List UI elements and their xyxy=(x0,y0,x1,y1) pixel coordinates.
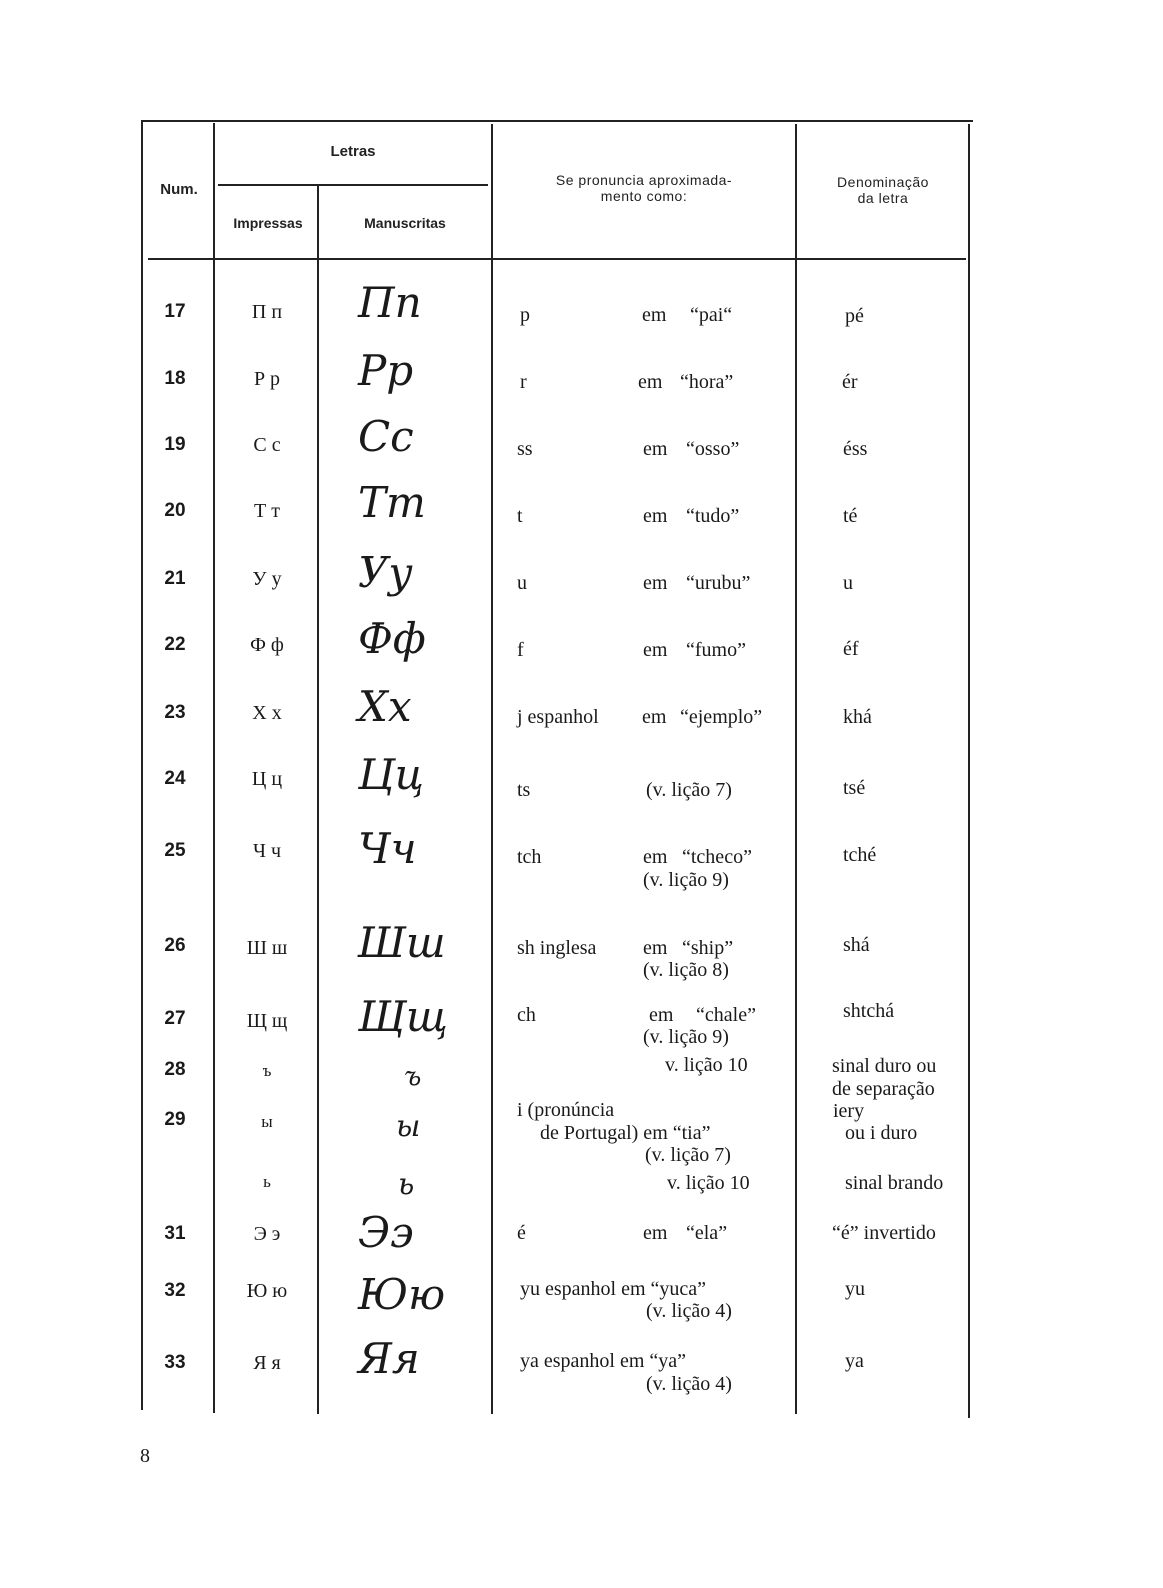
row-name: u xyxy=(843,572,853,594)
row-note: (v. lição 7) xyxy=(645,1144,731,1166)
row-note: (v. lição 4) xyxy=(646,1300,732,1322)
row-num: 17 xyxy=(164,301,186,322)
row-printed: ъ xyxy=(262,1061,272,1080)
row-script: Щщ xyxy=(358,992,448,1041)
row-script: Пп xyxy=(358,278,422,327)
row-name: pé xyxy=(845,305,864,327)
row-word: “ela” xyxy=(686,1222,728,1244)
row-name: sinal brando xyxy=(845,1172,944,1194)
row-name: éf xyxy=(843,638,859,660)
header-manuscritas: Manuscritas xyxy=(364,215,446,231)
row-script: Цц xyxy=(358,750,424,799)
row-script: ъ xyxy=(404,1062,422,1092)
row-sound: é xyxy=(517,1222,526,1244)
row-name-2: ou i duro xyxy=(845,1122,918,1144)
row-note: (v. lição 4) xyxy=(646,1373,732,1395)
row-script: Тт xyxy=(358,478,426,527)
row-num: 22 xyxy=(164,634,186,655)
row-sound: f xyxy=(517,639,524,661)
header-letras: Letras xyxy=(330,143,376,160)
row-note: (v. lição 7) xyxy=(646,779,732,801)
row-printed: Ц ц xyxy=(251,768,283,790)
row-num: 18 xyxy=(164,368,186,389)
page-number: 8 xyxy=(140,1445,150,1467)
row-note: (v. lição 9) xyxy=(643,1026,729,1048)
row-num: 33 xyxy=(164,1352,186,1373)
row-word: “ship” xyxy=(682,937,734,959)
row-printed: Р р xyxy=(253,368,281,390)
row-num: 23 xyxy=(164,702,186,723)
row-printed: ь xyxy=(263,1172,271,1191)
header-num: Num. xyxy=(160,181,198,198)
row-prep: em xyxy=(643,438,668,460)
row-word: “hora” xyxy=(680,371,734,393)
row-name: tsé xyxy=(843,777,866,799)
row-script: Юю xyxy=(358,1270,446,1319)
row-word: “ejemplo” xyxy=(680,706,763,728)
row-name: khá xyxy=(843,706,872,728)
left-border xyxy=(141,120,143,1410)
row-note: v. lição 10 xyxy=(667,1172,750,1194)
row-note: (v. lição 9) xyxy=(643,869,729,891)
row-note: (v. lição 8) xyxy=(643,959,729,981)
row-sound: p xyxy=(520,304,530,326)
row-printed: Ч ч xyxy=(252,840,282,862)
row-note: v. lição 10 xyxy=(665,1054,748,1076)
row-word: “tcheco” xyxy=(682,846,752,868)
row-num: 21 xyxy=(164,568,186,589)
row-sound: j espanhol xyxy=(517,706,599,728)
right-border xyxy=(968,124,970,1418)
row-name: shtchá xyxy=(843,1000,895,1022)
row-sound: u xyxy=(517,572,527,594)
header-bottom-border xyxy=(148,258,966,260)
row-word: “chale” xyxy=(696,1004,756,1026)
row-script: Хх xyxy=(358,682,412,731)
row-sound: ya espanhol em “ya” xyxy=(520,1350,687,1372)
row-printed: Т т xyxy=(254,500,280,522)
row-script: Сс xyxy=(358,412,414,461)
row-prep: em xyxy=(643,639,668,661)
row-name: ér xyxy=(842,371,858,393)
row-name: “é” invertido xyxy=(832,1222,936,1244)
row-printed: Х х xyxy=(252,702,282,724)
row-prep: em xyxy=(643,572,668,594)
row-name: yu xyxy=(845,1278,865,1300)
row-name: iery xyxy=(833,1100,865,1122)
col-divider-3 xyxy=(491,124,493,1414)
header-denominacao-2: da letra xyxy=(857,190,909,206)
row-sound: ts xyxy=(517,779,531,801)
row-prep: em xyxy=(638,371,663,393)
row-sound: tch xyxy=(517,846,542,868)
row-prep: em xyxy=(642,304,667,326)
col-divider-2 xyxy=(317,186,319,1414)
row-sound: ch xyxy=(517,1004,536,1026)
row-script: Чч xyxy=(358,824,417,873)
top-border xyxy=(143,120,973,122)
row-sound: r xyxy=(520,371,527,393)
row-num: 19 xyxy=(164,434,186,455)
row-prep: em xyxy=(649,1004,674,1026)
row-num: 26 xyxy=(164,935,186,956)
row-num: 27 xyxy=(164,1008,186,1029)
row-sound: sh inglesa xyxy=(517,937,597,959)
row-word: “urubu” xyxy=(686,572,751,594)
row-script: Уу xyxy=(358,548,413,597)
row-num: 20 xyxy=(164,500,186,521)
row-script: ь xyxy=(398,1167,415,1202)
row-word: “tudo” xyxy=(686,505,740,527)
row-num: 25 xyxy=(164,840,186,861)
row-printed: У у xyxy=(252,568,282,590)
header-pronuncia-2: mento como: xyxy=(600,188,688,204)
row-script: Ээ xyxy=(358,1208,414,1257)
row-printed: Я я xyxy=(253,1352,281,1374)
header-pronuncia-1: Se pronuncia aproximada- xyxy=(555,172,733,188)
row-prep: em xyxy=(643,1222,668,1244)
row-printed: Щ щ xyxy=(246,1010,288,1032)
row-printed: С с xyxy=(253,434,281,456)
row-name: té xyxy=(843,505,858,527)
row-word: “fumo” xyxy=(686,639,746,661)
row-script: Фф xyxy=(358,614,426,663)
row-num: 29 xyxy=(164,1109,186,1130)
row-word: “osso” xyxy=(686,438,740,460)
header-impressas: Impressas xyxy=(233,215,303,231)
row-sound: i (pronúncia xyxy=(517,1099,615,1121)
row-name-2: de separação xyxy=(832,1078,935,1100)
row-num: 32 xyxy=(164,1280,186,1301)
letras-divider xyxy=(218,184,488,186)
header-denominacao-1: Denominação xyxy=(837,174,929,190)
row-sound: t xyxy=(517,505,523,527)
row-printed: Ю ю xyxy=(246,1280,288,1302)
row-num: 24 xyxy=(164,768,186,789)
row-name: shá xyxy=(843,934,870,956)
row-num: 31 xyxy=(164,1223,186,1244)
row-name: éss xyxy=(843,438,868,460)
row-prep: em xyxy=(643,937,668,959)
col-divider-1 xyxy=(213,123,215,1413)
row-script: ы xyxy=(396,1109,421,1144)
col-divider-4 xyxy=(795,124,797,1414)
row-printed: ы xyxy=(261,1112,273,1131)
row-printed: П п xyxy=(251,301,283,323)
row-printed: Ш ш xyxy=(246,937,288,959)
row-name: sinal duro ou xyxy=(832,1055,937,1077)
row-script: Шш xyxy=(358,918,446,967)
row-sound-2: de Portugal) em “tia” xyxy=(540,1122,711,1144)
row-sound: yu espanhol em “yuca” xyxy=(520,1278,707,1300)
row-prep: em xyxy=(643,846,668,868)
row-num: 28 xyxy=(164,1059,186,1080)
row-word: “pai“ xyxy=(690,304,733,326)
row-script: Яя xyxy=(358,1334,420,1383)
row-prep: em xyxy=(642,706,667,728)
row-name: tché xyxy=(843,844,877,866)
row-prep: em xyxy=(643,505,668,527)
row-name: ya xyxy=(845,1350,864,1372)
row-script: Рр xyxy=(358,346,414,395)
row-sound: ss xyxy=(517,438,533,460)
row-printed: Ф ф xyxy=(250,634,284,656)
row-printed: Э э xyxy=(253,1223,281,1245)
